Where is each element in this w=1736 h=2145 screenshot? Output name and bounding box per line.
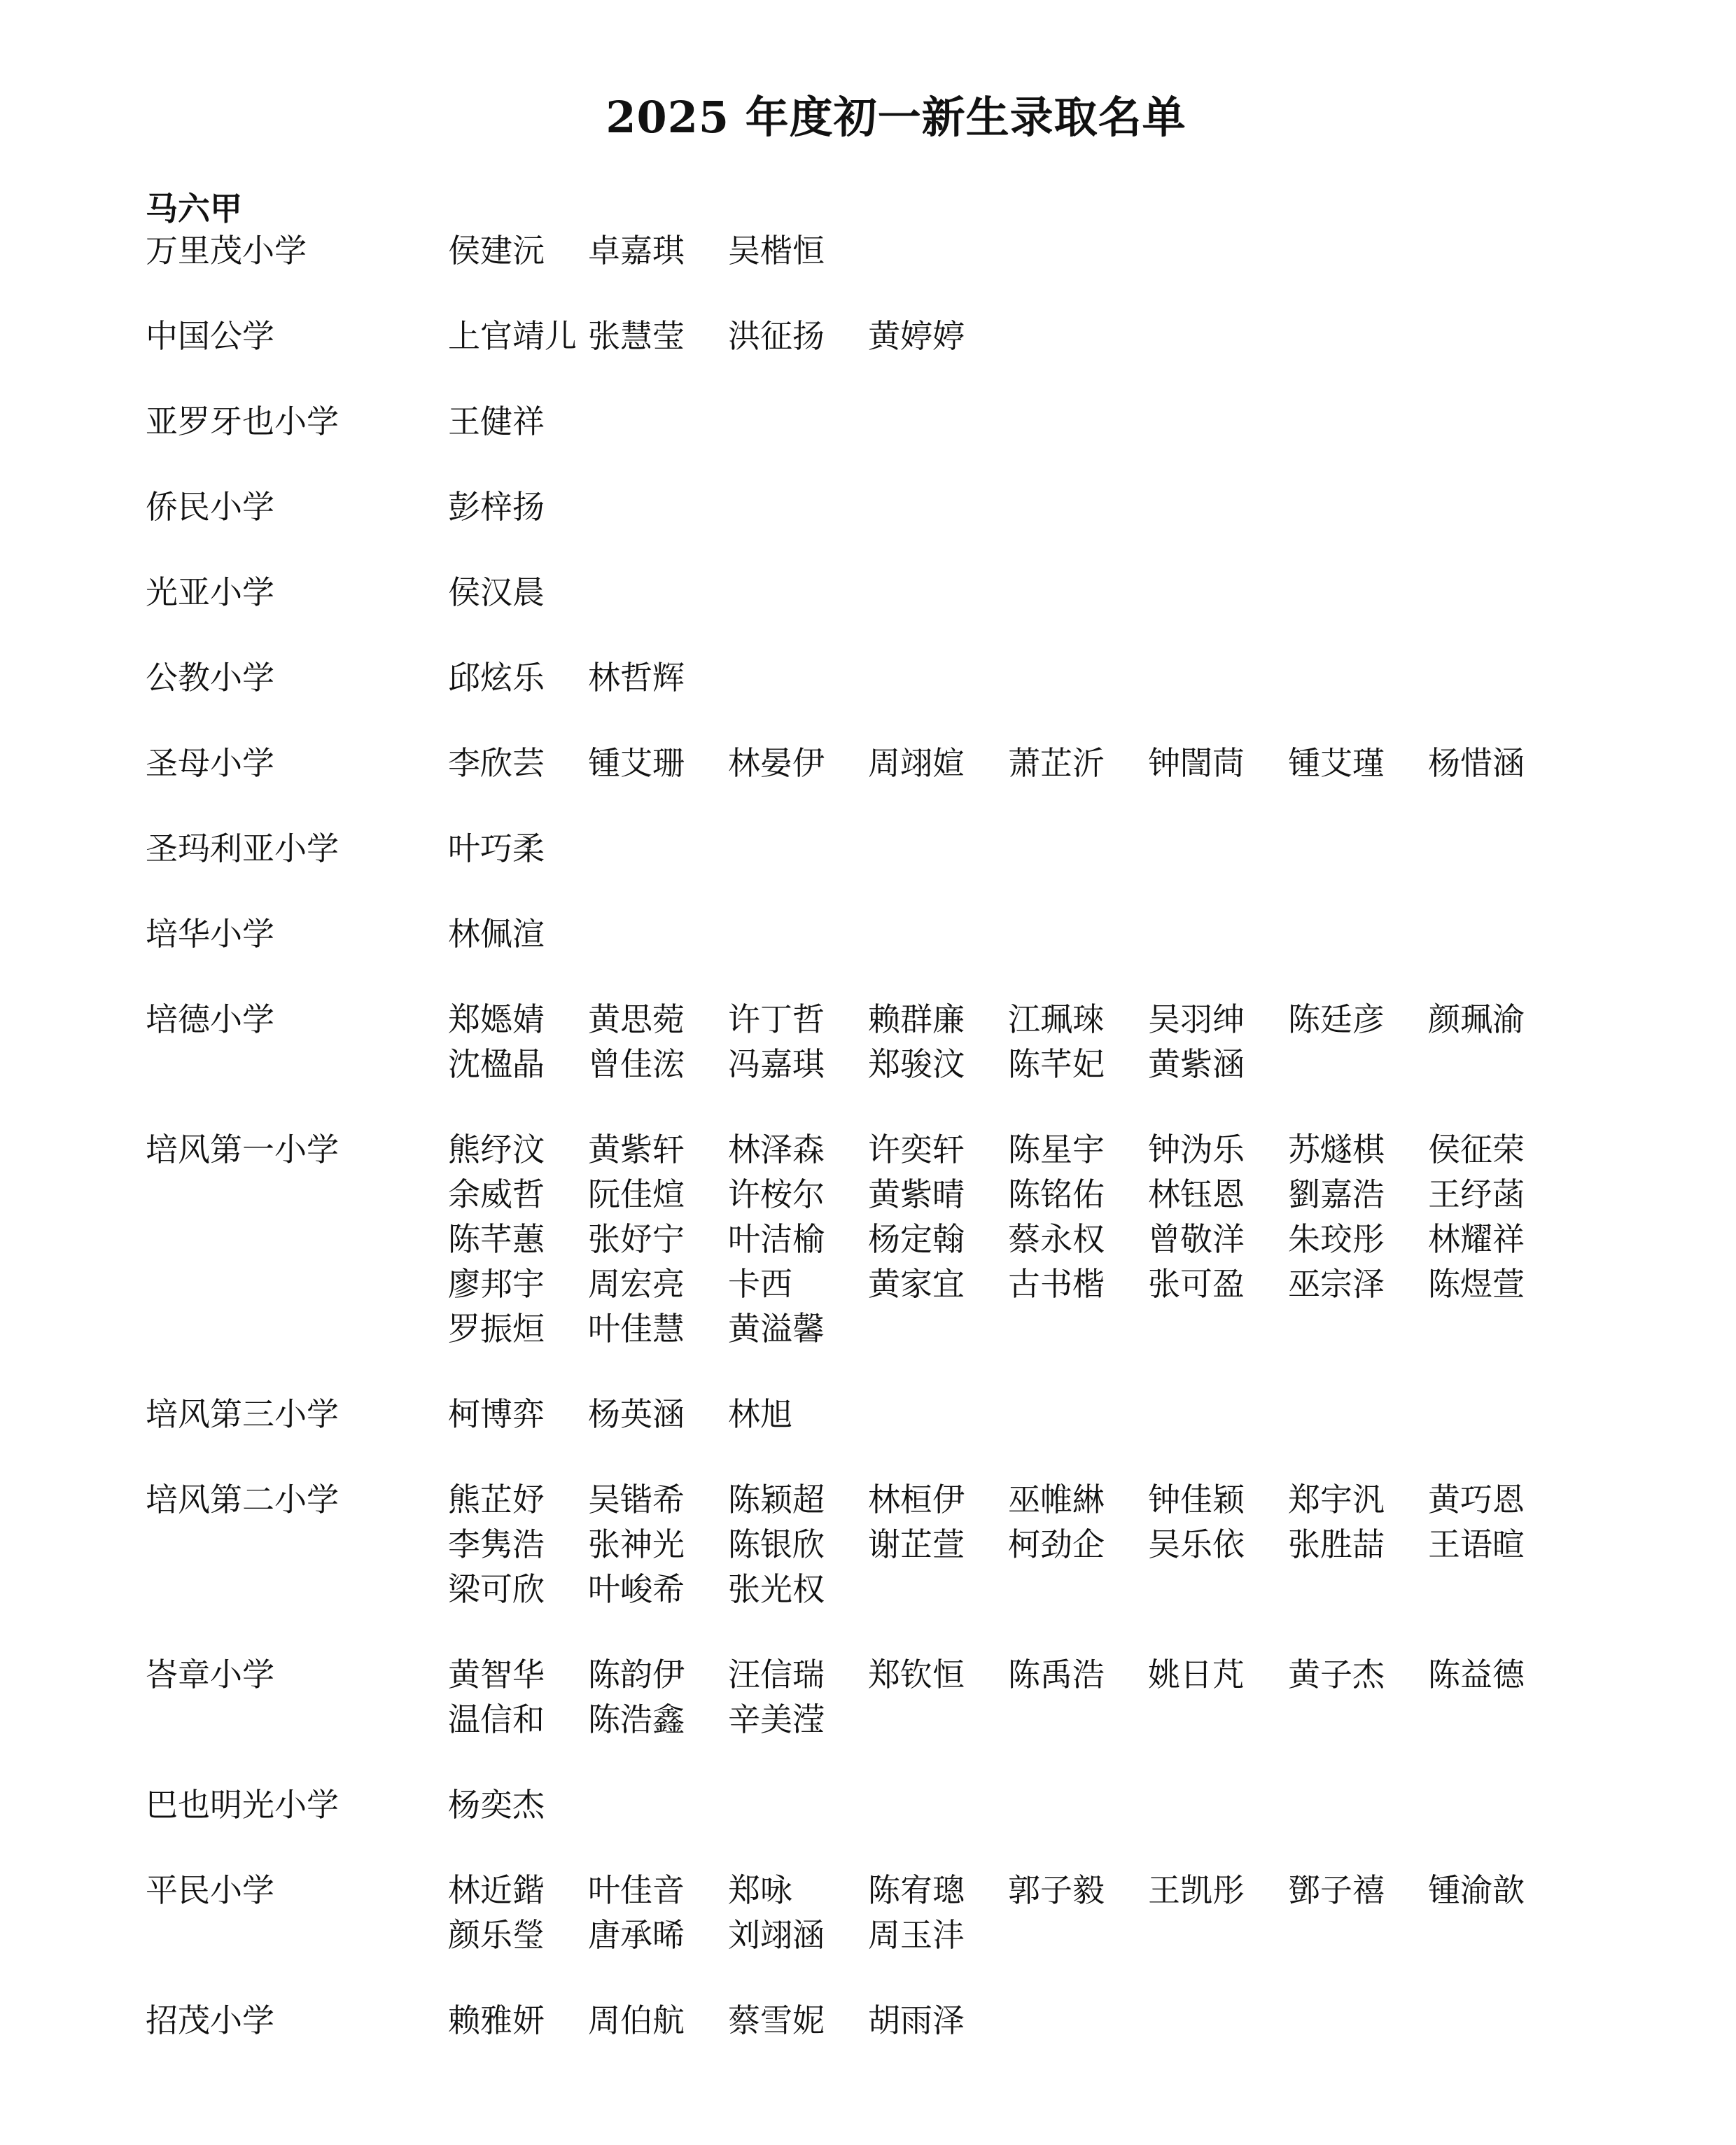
student-name: 洪征扬 (728, 317, 825, 355)
student-list (448, 1782, 1568, 1827)
document-title: 2025 年度初一新生录取名单 (606, 92, 1186, 143)
school-name: 培风第三小学 (146, 1395, 339, 1433)
student-name: 黄家宜 (868, 1265, 965, 1303)
student-name: 姚日芃 (1148, 1656, 1245, 1693)
student-name: 王纾菡 (1428, 1175, 1525, 1213)
student-name: 郑嫕婧 (448, 1000, 545, 1038)
student-list (448, 1392, 1568, 1437)
school-name: 公教小学 (146, 659, 274, 697)
student-name: 杨惜涵 (1428, 744, 1525, 782)
student-list (448, 399, 1568, 444)
student-name: 柯博弈 (448, 1395, 545, 1433)
student-name: 吴乐依 (1148, 1525, 1245, 1563)
student-list (448, 1652, 1568, 1742)
school-row (146, 1127, 1686, 1351)
student-list (448, 741, 1568, 785)
student-name: 江珮琜 (1008, 1000, 1105, 1038)
school-row (146, 1477, 1686, 1612)
student-name: 王凯彤 (1148, 1871, 1245, 1909)
student-list (448, 1998, 1568, 2043)
student-name: 阮佳煊 (588, 1175, 685, 1213)
student-name: 颜珮渝 (1428, 1000, 1525, 1038)
student-name: 张光权 (728, 1570, 825, 1608)
student-name: 熊芷妤 (448, 1481, 545, 1518)
student-list (448, 228, 1568, 273)
student-name: 罗振烜 (448, 1310, 545, 1348)
student-name: 叶佳慧 (588, 1310, 685, 1348)
student-name: 陈益德 (1428, 1656, 1525, 1693)
school-row (146, 314, 1686, 358)
student-name: 陈浩鑫 (588, 1700, 685, 1738)
student-name: 陈廷彦 (1288, 1000, 1385, 1038)
student-name: 熊纾汶 (448, 1131, 545, 1168)
student-list (448, 1477, 1568, 1612)
student-name: 周宏亮 (588, 1265, 685, 1303)
school-row (146, 484, 1686, 529)
student-name: 张慧莹 (588, 317, 685, 355)
school-row (146, 570, 1686, 615)
student-name: 卓嘉琪 (588, 232, 685, 270)
student-name: 张可盈 (1148, 1265, 1245, 1303)
student-name: 林钰恩 (1148, 1175, 1245, 1213)
student-name: 朱珓彤 (1288, 1220, 1385, 1258)
student-name: 陈芊妃 (1008, 1045, 1105, 1083)
school-name: 中国公学 (146, 317, 274, 355)
student-name: 吴锴希 (588, 1481, 685, 1518)
student-name: 辛美滢 (728, 1700, 825, 1738)
student-name: 陈煜萱 (1428, 1265, 1525, 1303)
student-name: 赖雅妍 (448, 2001, 545, 2039)
student-name: 唐承晞 (588, 1916, 685, 1954)
student-name: 温信和 (448, 1700, 545, 1738)
student-name: 侯征荣 (1428, 1131, 1525, 1168)
school-row (146, 228, 1686, 273)
student-name: 余威哲 (448, 1175, 545, 1213)
student-name: 杨定翰 (868, 1220, 965, 1258)
student-name: 叶洁榆 (728, 1220, 825, 1258)
student-name: 许丁哲 (728, 1000, 825, 1038)
student-name: 卡西 (728, 1265, 792, 1303)
student-name: 叶峻希 (588, 1570, 685, 1608)
student-name: 张妤宁 (588, 1220, 685, 1258)
student-name: 陈铭佑 (1008, 1175, 1105, 1213)
student-name: 郑咏 (728, 1871, 792, 1909)
student-name: 鄧子禧 (1288, 1871, 1385, 1909)
student-name: 周伯航 (588, 2001, 685, 2039)
student-name: 黄溢馨 (728, 1310, 825, 1348)
school-name: 平民小学 (146, 1871, 274, 1909)
student-name: 王语暄 (1428, 1525, 1525, 1563)
school-name: 侨民小学 (146, 488, 274, 526)
student-name: 赖群廉 (868, 1000, 965, 1038)
student-name: 彭梓扬 (448, 488, 545, 526)
student-name: 许奕轩 (868, 1131, 965, 1168)
student-name: 吴羽绅 (1148, 1000, 1245, 1038)
student-name: 蔡雪妮 (728, 2001, 825, 2039)
student-name: 钟沩乐 (1148, 1131, 1245, 1168)
student-name: 杨奕杰 (448, 1786, 545, 1824)
student-name: 李欣芸 (448, 744, 545, 782)
student-name: 侯建沅 (448, 232, 545, 270)
student-list (448, 911, 1568, 956)
school-row (146, 911, 1686, 956)
region-heading: 马六甲 (146, 190, 242, 228)
student-name: 黄婷婷 (868, 317, 965, 355)
student-name: 林近鍇 (448, 1871, 545, 1909)
student-name: 林佩渲 (448, 915, 545, 953)
student-name: 郑骏汶 (868, 1045, 965, 1083)
student-name: 上官靖儿 (448, 317, 577, 355)
student-name: 冯嘉琪 (728, 1045, 825, 1083)
student-name: 胡雨泽 (868, 2001, 965, 2039)
student-list (448, 1868, 1568, 1957)
student-name: 黄紫涵 (1148, 1045, 1245, 1083)
student-name: 柯劲企 (1008, 1525, 1105, 1563)
student-name: 汪信瑞 (728, 1656, 825, 1693)
school-name: 培风第二小学 (146, 1481, 339, 1518)
student-name: 陈银欣 (728, 1525, 825, 1563)
school-name: 培华小学 (146, 915, 274, 953)
school-name: 培风第一小学 (146, 1131, 339, 1168)
student-name: 陈禹浩 (1008, 1656, 1105, 1693)
school-name: 峇章小学 (146, 1656, 274, 1693)
student-name: 周玉沣 (868, 1916, 965, 1954)
student-name: 苏燧棋 (1288, 1131, 1385, 1168)
student-name: 黄智华 (448, 1656, 545, 1693)
student-name: 巫宗泽 (1288, 1265, 1385, 1303)
school-name: 万里茂小学 (146, 232, 307, 270)
student-list (448, 484, 1568, 529)
student-name: 林哲辉 (588, 659, 685, 697)
student-name: 蔡永权 (1008, 1220, 1105, 1258)
student-name: 黄子杰 (1288, 1656, 1385, 1693)
student-name: 张胜喆 (1288, 1525, 1385, 1563)
student-name: 劉嘉浩 (1288, 1175, 1385, 1213)
school-row (146, 1392, 1686, 1437)
school-row (146, 655, 1686, 700)
student-name: 黄思菀 (588, 1000, 685, 1038)
student-name: 陈芊蕙 (448, 1220, 545, 1258)
student-name: 沈楹晶 (448, 1045, 545, 1083)
student-name: 梁可欣 (448, 1570, 545, 1608)
student-name: 郑宇汎 (1288, 1481, 1385, 1518)
student-name: 钟誾茼 (1148, 744, 1245, 782)
student-name: 锺艾瑾 (1288, 744, 1385, 782)
school-row (146, 1998, 1686, 2043)
school-row (146, 1782, 1686, 1827)
student-name: 王健祥 (448, 403, 545, 440)
school-name: 亚罗牙也小学 (146, 403, 339, 440)
student-name: 郭子毅 (1008, 1871, 1105, 1909)
school-row (146, 399, 1686, 444)
student-name: 锺渝歆 (1428, 1871, 1525, 1909)
school-name: 圣母小学 (146, 744, 274, 782)
student-name: 邱炫乐 (448, 659, 545, 697)
school-name: 光亚小学 (146, 573, 274, 611)
student-name: 黄紫轩 (588, 1131, 685, 1168)
student-name: 锺艾珊 (588, 744, 685, 782)
school-name: 培德小学 (146, 1000, 274, 1038)
student-name: 黄紫晴 (868, 1175, 965, 1213)
student-name: 颜乐瑩 (448, 1916, 545, 1954)
student-name: 陈韵伊 (588, 1656, 685, 1693)
student-name: 谢芷萱 (868, 1525, 965, 1563)
student-name: 叶佳音 (588, 1871, 685, 1909)
student-name: 钟佳颖 (1148, 1481, 1245, 1518)
student-name: 吴楷恒 (728, 232, 825, 270)
student-list (448, 655, 1568, 700)
student-name: 陈颖超 (728, 1481, 825, 1518)
school-list (146, 228, 1686, 2083)
school-row (146, 1868, 1686, 1957)
student-list (448, 1127, 1568, 1351)
student-name: 李隽浩 (448, 1525, 545, 1563)
student-list (448, 826, 1568, 871)
student-name: 廖邦宇 (448, 1265, 545, 1303)
school-row (146, 1652, 1686, 1742)
student-name: 杨英涵 (588, 1395, 685, 1433)
student-name: 许桉尔 (728, 1175, 825, 1213)
student-name: 巫帷綝 (1008, 1481, 1105, 1518)
school-name: 圣玛利亚小学 (146, 830, 339, 867)
student-list (448, 314, 1568, 358)
student-list (448, 570, 1568, 615)
student-name: 侯汉晨 (448, 573, 545, 611)
student-name: 曾佳浤 (588, 1045, 685, 1083)
student-name: 黄巧恩 (1428, 1481, 1525, 1518)
student-name: 林桓伊 (868, 1481, 965, 1518)
student-name: 林泽森 (728, 1131, 825, 1168)
student-name: 陈星宇 (1008, 1131, 1105, 1168)
student-name: 叶巧柔 (448, 830, 545, 867)
student-name: 周翊媗 (868, 744, 965, 782)
school-row (146, 997, 1686, 1087)
student-name: 林旭 (728, 1395, 792, 1433)
school-row (146, 741, 1686, 785)
student-name: 林耀祥 (1428, 1220, 1525, 1258)
student-name: 曾敬洋 (1148, 1220, 1245, 1258)
student-name: 张神光 (588, 1525, 685, 1563)
school-row (146, 826, 1686, 871)
student-list (448, 997, 1568, 1087)
student-name: 古书楷 (1008, 1265, 1105, 1303)
student-name: 萧芷沂 (1008, 744, 1105, 782)
student-name: 刘翊涵 (728, 1916, 825, 1954)
student-name: 陈宥璁 (868, 1871, 965, 1909)
student-name: 郑钦恒 (868, 1656, 965, 1693)
school-name: 招茂小学 (146, 2001, 274, 2039)
school-name: 巴也明光小学 (146, 1786, 339, 1824)
student-name: 林晏伊 (728, 744, 825, 782)
